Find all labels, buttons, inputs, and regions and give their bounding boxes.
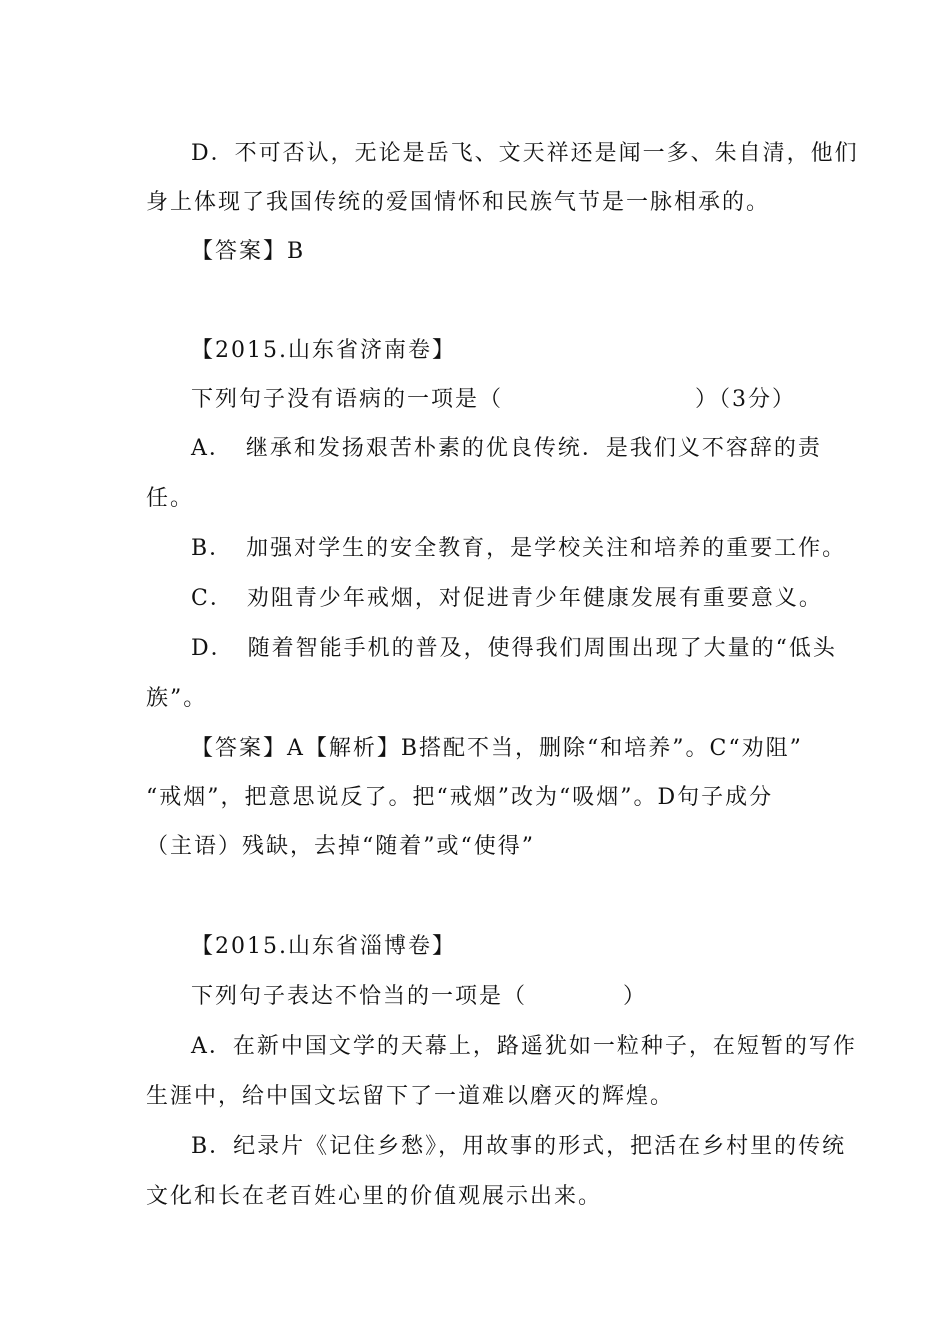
answer-analysis-line1: 【答案】A【解析】B搭配不当，删除“和培养”。C“劝阻”	[191, 736, 803, 761]
answer-label: 【答案】B	[191, 239, 306, 264]
question-source: 【2015.山东省淄博卷】	[191, 934, 456, 959]
option-a-line2: 生涯中，给中国文坛留下了一道难以磨灭的辉煌。	[146, 1084, 675, 1109]
option-a-line1: A．在新中国文学的天幕上，路遥犹如一粒种子，在短暂的写作	[191, 1034, 857, 1059]
answer-analysis-line2: “戒烟”，把意思说反了。把“戒烟”改为“吸烟”。D句子成分	[146, 785, 774, 810]
answer-analysis-line3: （主语）残缺，去掉“随着”或“使得”	[146, 834, 535, 859]
question-source: 【2015.山东省济南卷】	[191, 338, 456, 363]
option-c: C． 劝阻青少年戒烟，对促进青少年健康发展有重要意义。	[191, 586, 823, 611]
option-b-line1: B．纪录片《记住乡愁》，用故事的形式，把活在乡村里的传统	[191, 1134, 847, 1159]
option-a-line1: A． 继承和发扬艰苦朴素的优良传统．是我们义不容辞的责	[191, 436, 822, 461]
question-stem: 下列句子表达不恰当的一项是（ ）	[191, 984, 648, 1009]
option-b-line2: 文化和长在老百姓心里的价值观展示出来。	[146, 1184, 603, 1209]
question-stem: 下列句子没有语病的一项是（ ）（3分）	[191, 387, 796, 412]
option-a-line2: 任。	[146, 486, 195, 511]
option-d-line2: 族”。	[146, 686, 208, 711]
option-b: B． 加强对学生的安全教育，是学校关注和培养的重要工作。	[191, 536, 847, 561]
option-d-line1: D．不可否认，无论是岳飞、文天祥还是闻一多、朱自清，他们	[191, 141, 859, 166]
option-d-line2: 身上体现了我国传统的爱国情怀和民族气节是一脉相承的。	[146, 190, 771, 215]
option-d-line1: D． 随着智能手机的普及，使得我们周围出现了大量的“低头	[191, 636, 837, 661]
